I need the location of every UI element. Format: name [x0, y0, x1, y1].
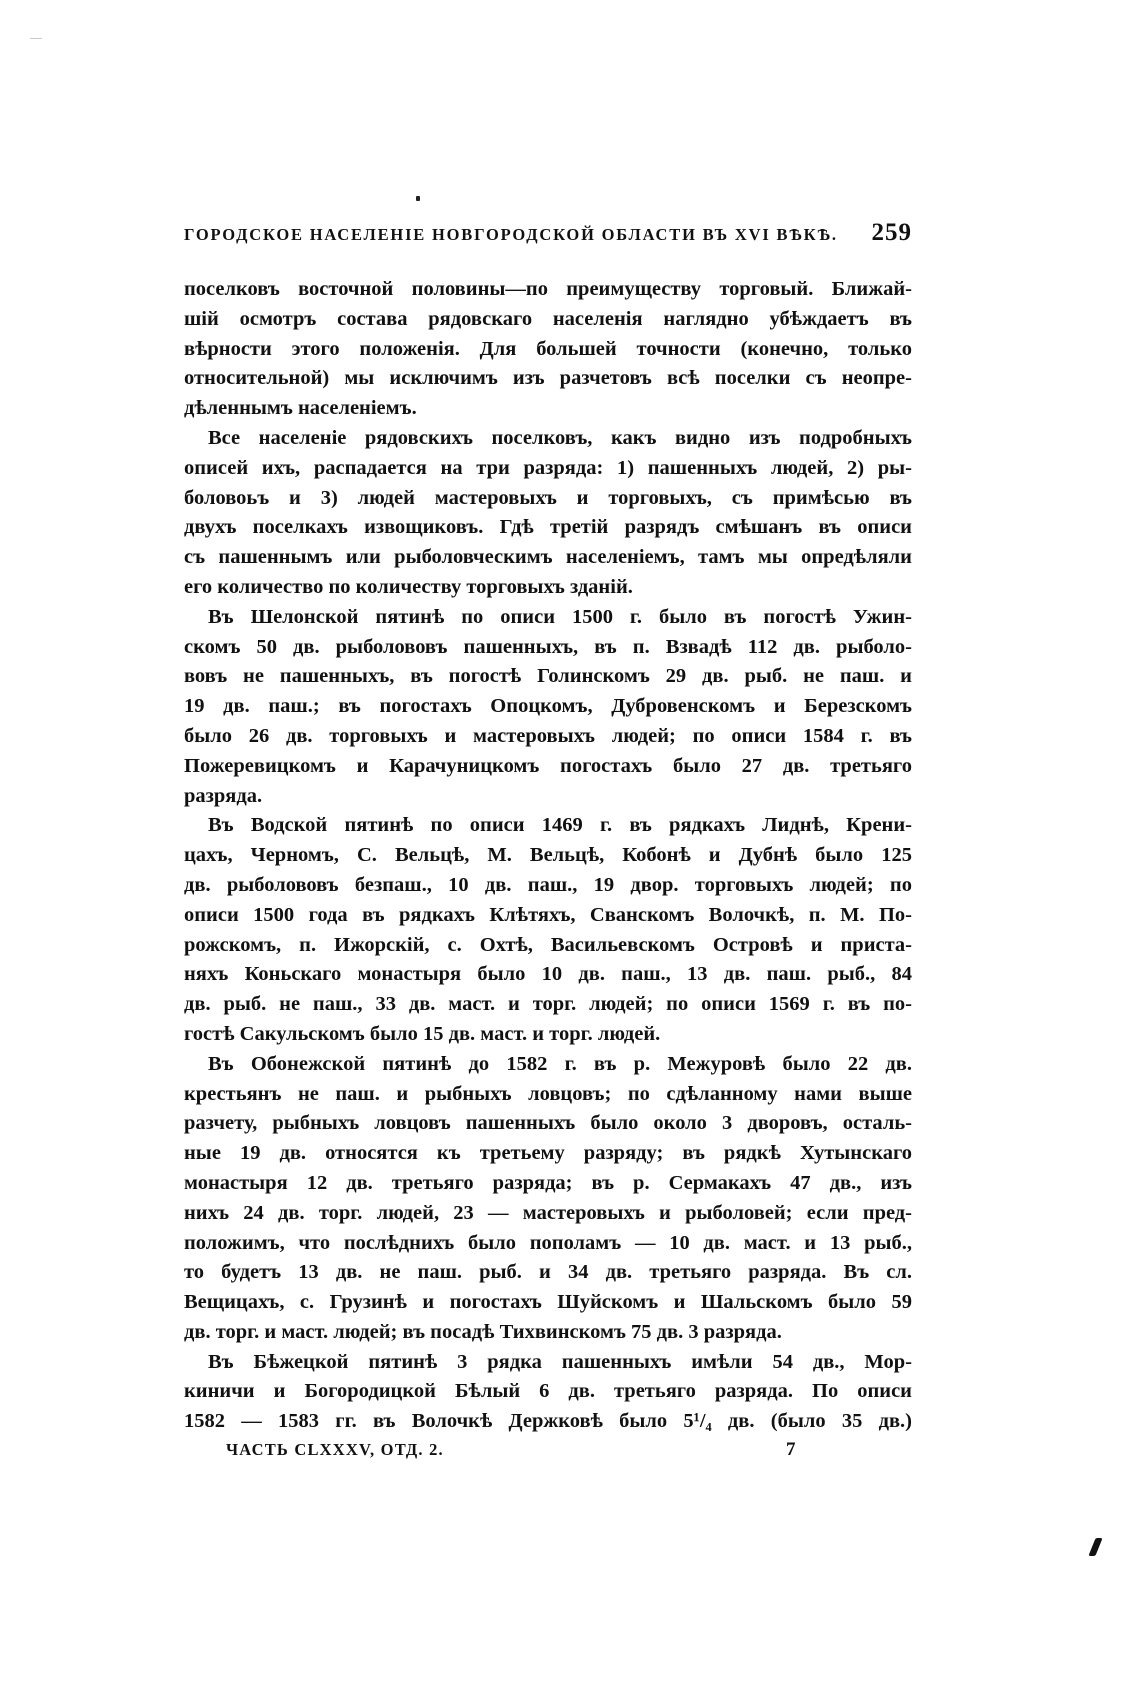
text-line: рожскомъ, п. Ижорскій, с. Охтѣ, Васильевскомъ Островѣ и приста- [184, 933, 912, 956]
text-line: нихъ 24 дв. торг. людей, 23 — мастеровыхъ и рыболовей; если пред- [184, 1201, 912, 1224]
text-line: то будетъ 13 дв. не паш. рыб. и 34 дв. третьяго разряда. Въ сл. [184, 1261, 912, 1284]
text-line: монастыря 12 дв. третьяго разряда; въ р. Сермакахъ 47 дв., изъ [184, 1171, 912, 1194]
running-head [184, 219, 912, 255]
text-line: описи 1500 года въ рядкахъ Клѣтяхъ, Сванскомъ Волочкѣ, п. М. По- [184, 903, 912, 926]
text-line: двухъ поселкахъ извощиковъ. Гдѣ третій разрядъ смѣшанъ въ описи [184, 516, 912, 539]
text-line: Въ Шелонской пятинѣ по описи 1500 г. было въ погостѣ Ужин- [208, 605, 912, 628]
text-line: гостѣ Сакульскомъ было 15 дв. маст. и торг. людей. [184, 1022, 661, 1045]
text-line: разряда. [184, 784, 263, 807]
running-title: ГОРОДСКОЕ НАСЕЛЕНІЕ НОВГОРОДСКОЙ ОБЛАСТИ ВЪ XVI ВѢКѢ. [184, 225, 838, 244]
body-text [184, 275, 912, 1437]
scan-mark-top [30, 38, 42, 39]
signature-number: 7 [786, 1439, 796, 1461]
text-line: относительной) мы исключимъ изъ разчетовъ всѣ поселки съ неопре- [184, 367, 912, 390]
text-line: цахъ, Черномъ, С. Вельцѣ, М. Вельцѣ, Кобонѣ и Дубнѣ было 125 [184, 844, 912, 867]
text-line: поселковъ восточной половины—по преимуществу торговый. Ближай- [184, 278, 912, 300]
text-line: Въ Бѣжецкой пятинѣ 3 рядка пашенныхъ имѣли 54 дв., Мор- [208, 1350, 912, 1373]
text-line: вовъ не пашенныхъ, въ погостѣ Голинскомъ 29 дв. рыб. не паш. и [184, 665, 912, 688]
text-line: съ пашеннымъ или рыболовческимъ населеніемъ, тамъ мы опредѣляли [184, 546, 912, 569]
text-line: крестьянъ не паш. и рыбныхъ ловцовъ; по сдѣланному нами выше [184, 1082, 912, 1105]
text-line: разчету, рыбныхъ ловцовъ пашенныхъ было около 3 дворовъ, осталь- [184, 1112, 912, 1135]
text-line: скомъ 50 дв. рыболововъ пашенныхъ, въ п. Взвадѣ 112 дв. рыболо- [184, 635, 912, 658]
text-line: было 26 дв. торговыхъ и мастеровыхъ людей; по описи 1584 г. въ [184, 724, 912, 747]
text-line: положимъ, что послѣднихъ было пополамъ — 10 дв. маст. и 13 рыб., [184, 1231, 912, 1254]
printer-signature: ЧАСТЬ CLXXXV, ОТД. 2. [226, 1440, 444, 1460]
text-line: Въ Обонежской пятинѣ до 1582 г. въ р. Межуровѣ было 22 дв. [208, 1052, 912, 1075]
text-line: киничи и Богородицкой Бѣлый 6 дв. третьяго разряда. По описи [184, 1380, 912, 1403]
text-line: описей ихъ, распадается на три разряда: 1) пашенныхъ людей, 2) ры- [184, 456, 912, 479]
text-line: Все населеніе рядовскихъ поселковъ, какъ видно изъ подробныхъ [208, 426, 912, 449]
text-line: Пожеревицкомъ и Карачуницкомъ погостахъ было 27 дв. третьяго [184, 754, 912, 777]
page-number: 259 [871, 219, 912, 246]
scan-mark-bottom [1088, 1538, 1102, 1556]
text-line: дв. рыболововъ безпаш., 10 дв. паш., 19 двор. торговыхъ людей; по [184, 873, 912, 896]
page-footer [184, 1439, 912, 1469]
page-text-block [184, 219, 912, 1469]
text-line: дв. торг. и маст. людей; въ посадѣ Тихвинскомъ 75 дв. 3 разряда. [184, 1320, 782, 1343]
text-line: 1582 — 1583 гг. въ Волочкѣ Держковѣ было 5¹/₄ дв. (было 35 дв.) [184, 1410, 912, 1433]
text-line: его количество по количеству торговыхъ зданій. [184, 575, 633, 598]
text-line: боловоьъ и 3) людей мастеровыхъ и торговыхъ, съ примѣсью въ [184, 486, 912, 509]
text-line: 19 дв. паш.; въ погостахъ Опоцкомъ, Дубровенскомъ и Березскомъ [184, 695, 912, 718]
text-line: дв. рыб. не паш., 33 дв. маст. и торг. людей; по описи 1569 г. въ по- [184, 993, 912, 1016]
text-line: шій осмотръ состава рядовскаго населенія наглядно убѣждаетъ въ [184, 307, 912, 330]
text-line: няхъ Коньскаго монастыря было 10 дв. паш., 13 дв. паш. рыб., 84 [184, 963, 912, 986]
text-line: вѣрности этого положенія. Для большей точности (конечно, только [184, 337, 912, 360]
text-line: дѣленнымъ населеніемъ. [184, 397, 417, 420]
text-line: Въ Водской пятинѣ по описи 1469 г. въ рядкахъ Лиднѣ, Крени- [208, 814, 912, 837]
text-line: ные 19 дв. относятся къ третьему разряду; въ рядкѣ Хутынскаго [184, 1142, 912, 1165]
text-line: Вещицахъ, с. Грузинѣ и погостахъ Шуйскомъ и Шальскомъ было 59 [184, 1291, 912, 1314]
ink-speck [416, 196, 420, 201]
